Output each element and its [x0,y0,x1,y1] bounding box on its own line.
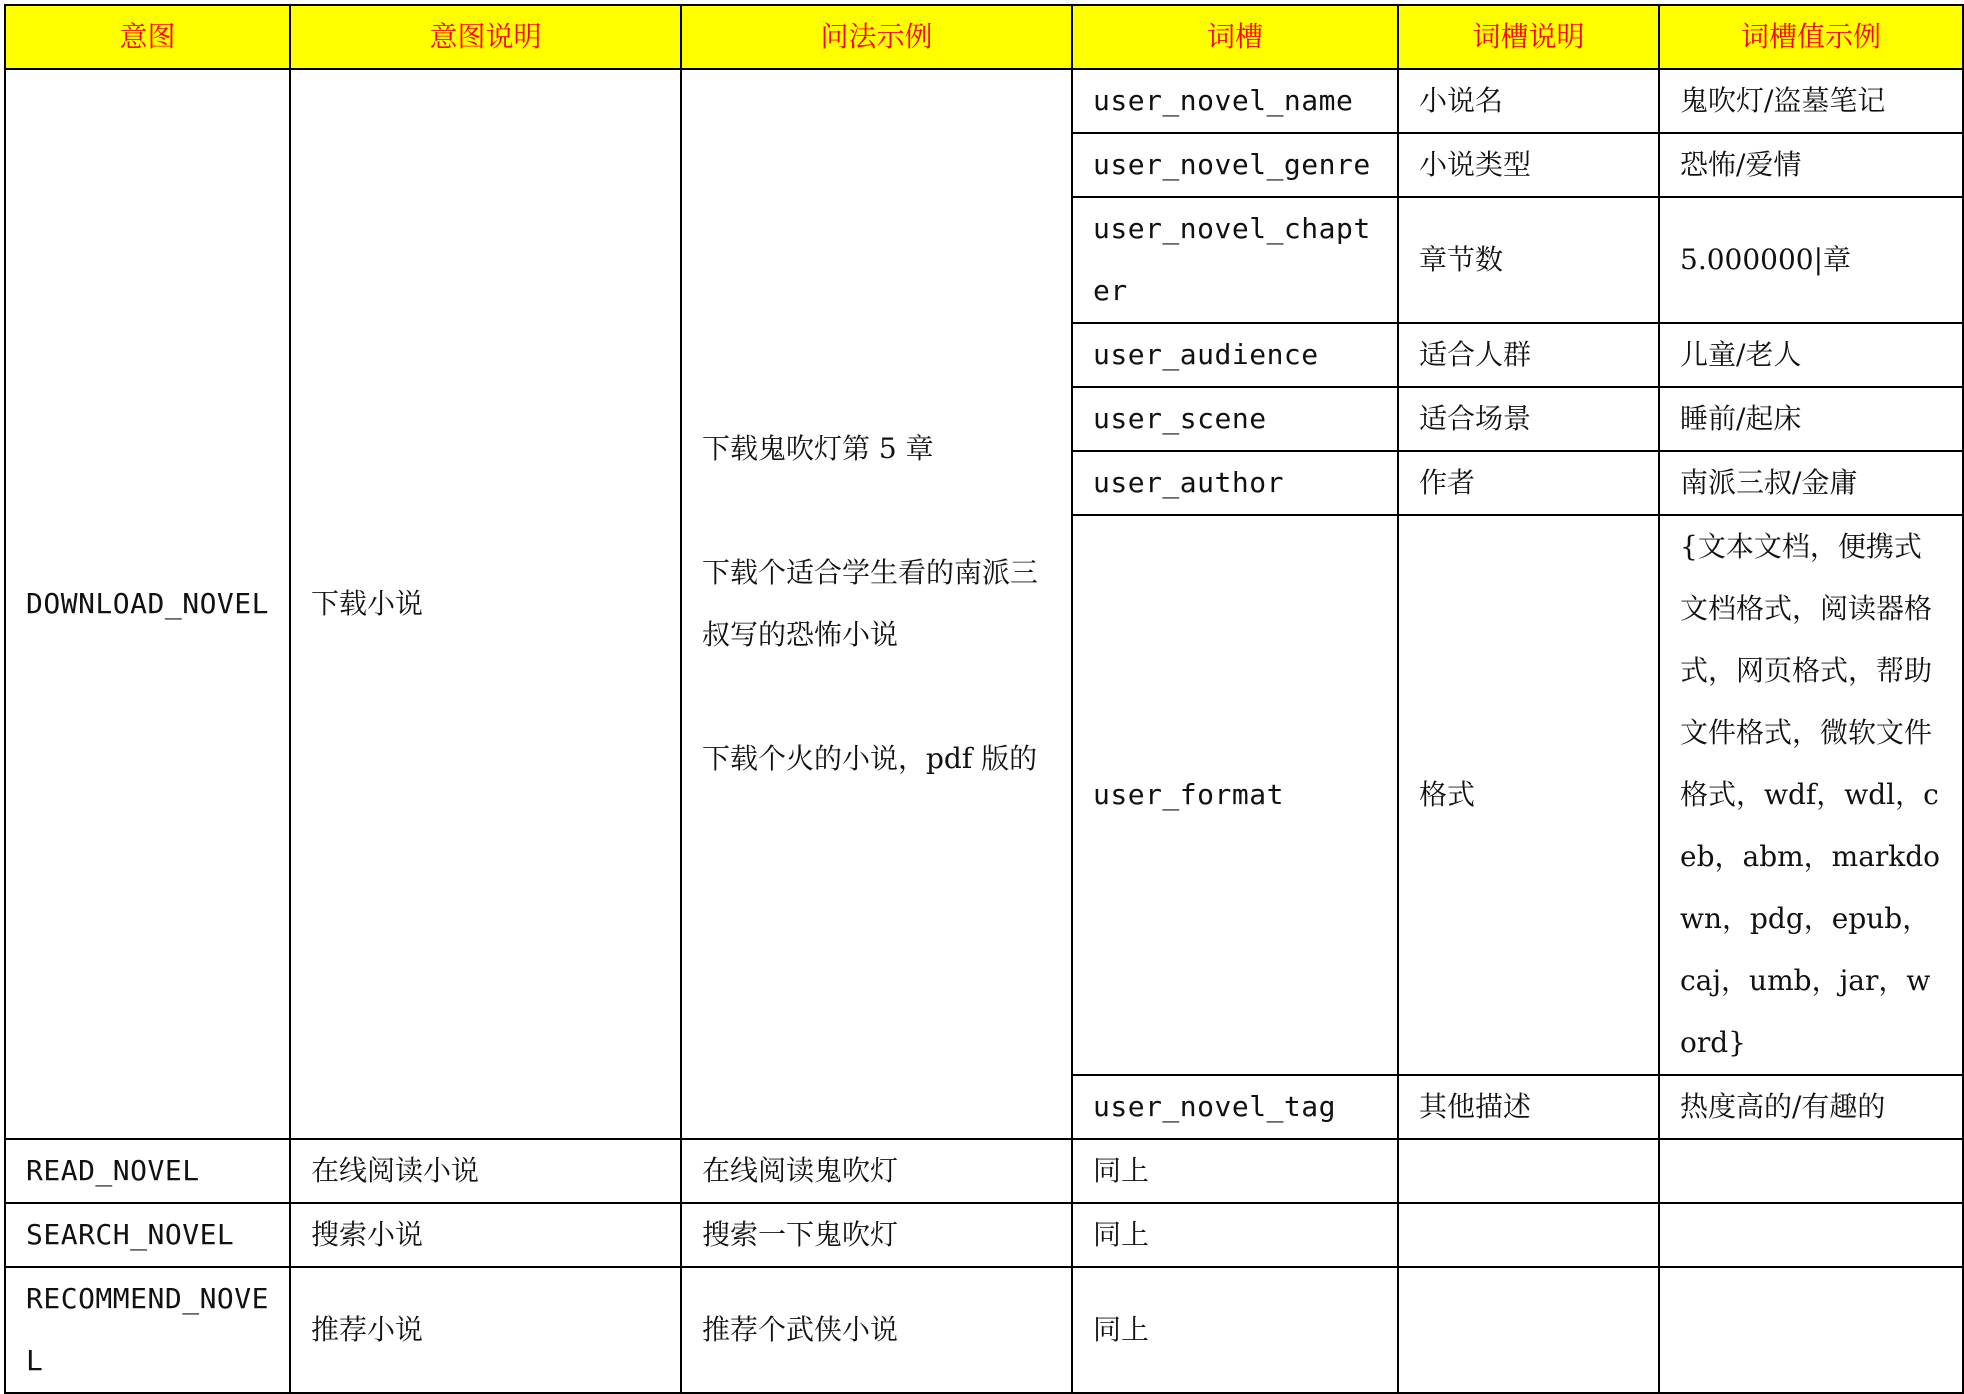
table-row [5,69,1963,133]
intent-cell: SEARCH_NOVEL [5,1203,290,1267]
slot-description-cell: 章节数 [1398,197,1659,323]
intent-description-cell: 推荐小说 [290,1267,681,1393]
query-examples-cell [681,69,1072,1139]
table-row [5,1267,1963,1393]
query-example: 下载个适合学生看的南派三叔写的恐怖小说 [702,556,1039,651]
slot-description-cell [1398,1203,1659,1267]
intent-description-cell: 在线阅读小说 [290,1139,681,1203]
header-query-examples: 问法示例 [681,5,1072,69]
slot-cell: user_scene [1072,387,1398,451]
intent-description-cell: 搜索小说 [290,1203,681,1267]
intent-cell: DOWNLOAD_NOVEL [5,69,290,1139]
slot-cell: 同上 [1072,1139,1398,1203]
slot-cell: user_novel_name [1072,69,1398,133]
slot-value-cell: 5.000000|章 [1659,197,1963,323]
header-slot: 词槽 [1072,5,1398,69]
table-row [5,1203,1963,1267]
slot-cell: user_audience [1072,323,1398,387]
slot-value-cell: 恐怖/爱情 [1659,133,1963,197]
slot-description-cell: 适合场景 [1398,387,1659,451]
header-intent: 意图 [5,5,290,69]
header-slot-value-examples: 词槽值示例 [1659,5,1963,69]
slot-value-cell: {文本文档，便携式文档格式，阅读器格式，网页格式，帮助文件格式，微软文件格式，wdf，wdl，ceb，abm，markdown，pdg，epub，caj，umb，jar，word} [1659,515,1963,1075]
query-example-cell: 搜索一下鬼吹灯 [681,1203,1072,1267]
query-example-cell: 推荐个武侠小说 [681,1267,1072,1393]
header-slot-description: 词槽说明 [1398,5,1659,69]
slot-value-cell: 儿童/老人 [1659,323,1963,387]
header-row [5,5,1963,69]
query-example: 下载鬼吹灯第 5 章 [702,432,934,465]
slot-value-cell: 热度高的/有趣的 [1659,1075,1963,1139]
slot-cell: user_author [1072,451,1398,515]
slot-cell: 同上 [1072,1267,1398,1393]
intent-slot-table [4,4,1964,1394]
intent-description-cell: 下载小说 [290,69,681,1139]
slot-cell: user_novel_tag [1072,1075,1398,1139]
slot-value-cell: 南派三叔/金庸 [1659,451,1963,515]
slot-description-cell: 适合人群 [1398,323,1659,387]
query-example-cell: 在线阅读鬼吹灯 [681,1139,1072,1203]
slot-cell: user_novel_genre [1072,133,1398,197]
intent-cell: READ_NOVEL [5,1139,290,1203]
slot-description-cell: 小说类型 [1398,133,1659,197]
slot-value-cell: 鬼吹灯/盗墓笔记 [1659,69,1963,133]
slot-description-cell: 格式 [1398,515,1659,1075]
slot-value-cell [1659,1203,1963,1267]
header-intent-description: 意图说明 [290,5,681,69]
slot-cell: user_novel_chapter [1072,197,1398,323]
intent-cell: RECOMMEND_NOVEL [5,1267,290,1393]
query-example: 下载个火的小说，pdf 版的 [702,742,1038,775]
slot-description-cell: 作者 [1398,451,1659,515]
slot-value-cell: 睡前/起床 [1659,387,1963,451]
slot-description-cell: 其他描述 [1398,1075,1659,1139]
slot-description-cell [1398,1267,1659,1393]
slot-cell: user_format [1072,515,1398,1075]
slot-description-cell [1398,1139,1659,1203]
slot-description-cell: 小说名 [1398,69,1659,133]
slot-value-cell [1659,1267,1963,1393]
slot-cell: 同上 [1072,1203,1398,1267]
slot-value-cell [1659,1139,1963,1203]
table-row [5,1139,1963,1203]
